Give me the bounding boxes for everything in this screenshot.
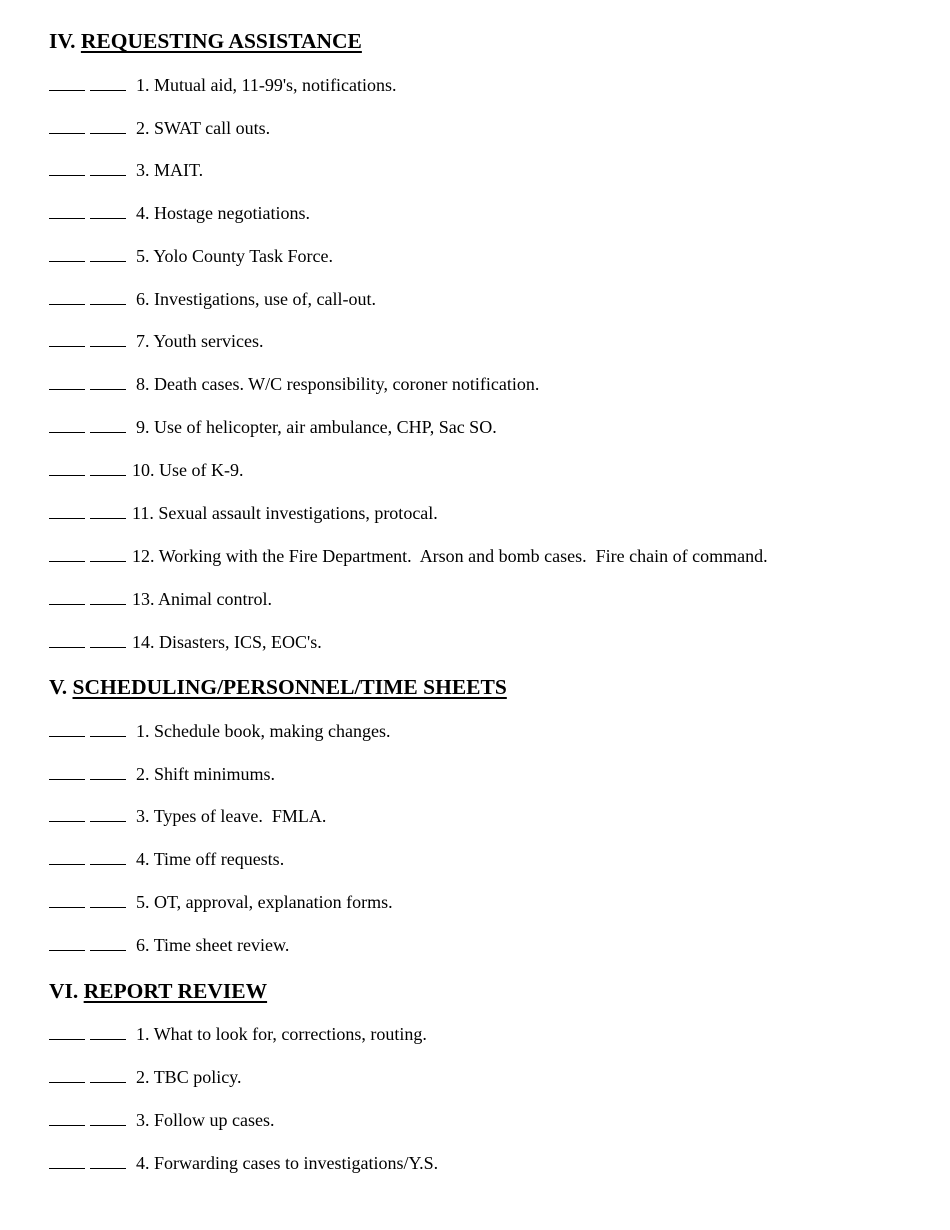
checklist-item xyxy=(49,375,539,393)
checkbox-blank[interactable] xyxy=(49,162,85,176)
checkbox-blank[interactable] xyxy=(49,808,85,822)
checklist-item xyxy=(49,504,438,522)
checklist-item xyxy=(49,547,768,565)
item-text: Animal control. xyxy=(158,589,272,609)
checklist-item xyxy=(49,850,284,868)
checkbox-blank[interactable] xyxy=(90,462,126,476)
checklist-item xyxy=(49,590,272,608)
item-text: Time sheet review. xyxy=(153,935,290,955)
checkbox-blank[interactable] xyxy=(49,1069,85,1083)
checkbox-blank[interactable] xyxy=(90,808,126,822)
section-title: REPORT REVIEW xyxy=(83,979,268,1003)
checkbox-blank[interactable] xyxy=(90,1069,126,1083)
checkbox-blank[interactable] xyxy=(49,851,85,865)
item-number: 5. xyxy=(136,246,150,266)
checkbox-blank[interactable] xyxy=(49,1155,85,1169)
item-text: Working with the Fire Department. Arson and bomb cases. Fire chain of command. xyxy=(158,546,768,566)
checklist-item xyxy=(49,161,203,179)
section-heading-v xyxy=(49,677,507,699)
item-number: 1. xyxy=(136,721,150,741)
checkbox-blank[interactable] xyxy=(49,634,85,648)
checkbox-blank[interactable] xyxy=(90,419,126,433)
checklist-item xyxy=(49,893,393,911)
item-text: Mutual aid, 11-99's, notifications. xyxy=(154,75,397,95)
item-text: Follow up cases. xyxy=(154,1110,275,1130)
item-number: 4. xyxy=(136,849,150,869)
checkbox-blank[interactable] xyxy=(49,1112,85,1126)
item-text: Youth services. xyxy=(153,331,264,351)
checklist-item xyxy=(49,418,497,436)
checkbox-blank[interactable] xyxy=(90,634,126,648)
item-number: 9. xyxy=(136,417,150,437)
item-number: 11. xyxy=(132,503,154,523)
item-number: 7. xyxy=(136,331,150,351)
checkbox-blank[interactable] xyxy=(49,248,85,262)
section-numeral: VI. xyxy=(49,979,79,1003)
checklist-item xyxy=(49,290,376,308)
item-number: 1. xyxy=(136,75,150,95)
section-heading-vi xyxy=(49,981,267,1003)
checklist-item xyxy=(49,247,333,265)
checklist-item xyxy=(49,936,289,954)
checkbox-blank[interactable] xyxy=(90,894,126,908)
item-text: TBC policy. xyxy=(153,1067,242,1087)
item-text: Time off requests. xyxy=(153,849,285,869)
checkbox-blank[interactable] xyxy=(90,162,126,176)
item-number: 2. xyxy=(136,1067,150,1087)
checkbox-blank[interactable] xyxy=(49,462,85,476)
item-number: 12. xyxy=(132,546,155,566)
checklist-item xyxy=(49,633,322,651)
checkbox-blank[interactable] xyxy=(90,248,126,262)
checklist-item xyxy=(49,76,397,94)
checklist-item xyxy=(49,1154,438,1172)
checklist-item xyxy=(49,807,326,825)
item-number: 10. xyxy=(132,460,155,480)
checkbox-blank[interactable] xyxy=(90,937,126,951)
checkbox-blank[interactable] xyxy=(49,77,85,91)
checkbox-blank[interactable] xyxy=(49,333,85,347)
item-number: 2. xyxy=(136,118,150,138)
item-number: 3. xyxy=(136,806,150,826)
checkbox-blank[interactable] xyxy=(49,291,85,305)
checklist-item xyxy=(49,204,310,222)
checkbox-blank[interactable] xyxy=(49,766,85,780)
checkbox-blank[interactable] xyxy=(49,937,85,951)
checkbox-blank[interactable] xyxy=(49,505,85,519)
checklist-item xyxy=(49,332,264,350)
checkbox-blank[interactable] xyxy=(90,205,126,219)
item-number: 4. xyxy=(136,1153,150,1173)
checklist-item xyxy=(49,461,243,479)
item-number: 1. xyxy=(136,1024,150,1044)
checkbox-blank[interactable] xyxy=(49,894,85,908)
checkbox-blank[interactable] xyxy=(49,591,85,605)
item-number: 5. xyxy=(136,892,150,912)
item-text: Investigations, use of, call-out. xyxy=(154,289,376,309)
checkbox-blank[interactable] xyxy=(90,591,126,605)
item-text: SWAT call outs. xyxy=(154,118,271,138)
item-number: 3. xyxy=(136,1110,150,1130)
checkbox-blank[interactable] xyxy=(90,1026,126,1040)
checkbox-blank[interactable] xyxy=(90,1112,126,1126)
checkbox-blank[interactable] xyxy=(90,851,126,865)
checkbox-blank[interactable] xyxy=(90,291,126,305)
section-numeral: V. xyxy=(49,675,68,699)
section-numeral: IV. xyxy=(49,29,76,53)
item-number: 6. xyxy=(136,935,150,955)
item-text: Types of leave. FMLA. xyxy=(153,806,327,826)
item-text: Death cases. W/C responsibility, coroner notification. xyxy=(154,374,540,394)
item-number: 8. xyxy=(136,374,150,394)
checkbox-blank[interactable] xyxy=(90,505,126,519)
checklist-item xyxy=(49,119,270,137)
checkbox-blank[interactable] xyxy=(90,548,126,562)
checkbox-blank[interactable] xyxy=(49,205,85,219)
checklist-item xyxy=(49,1068,242,1086)
checkbox-blank[interactable] xyxy=(49,1026,85,1040)
item-number: 13. xyxy=(132,589,155,609)
item-text: Use of helicopter, air ambulance, CHP, Sac SO. xyxy=(154,417,497,437)
checkbox-blank[interactable] xyxy=(90,333,126,347)
item-number: 3. xyxy=(136,160,150,180)
section-title: SCHEDULING/PERSONNEL/TIME SHEETS xyxy=(72,675,507,699)
checkbox-blank[interactable] xyxy=(90,77,126,91)
checkbox-blank[interactable] xyxy=(49,120,85,134)
section-heading-iv xyxy=(49,31,362,53)
item-number: 6. xyxy=(136,289,150,309)
checkbox-blank[interactable] xyxy=(90,723,126,737)
checkbox-blank[interactable] xyxy=(90,376,126,390)
checklist-item xyxy=(49,1025,427,1043)
item-text: Forwarding cases to investigations/Y.S. xyxy=(154,1153,439,1173)
item-text: Schedule book, making changes. xyxy=(154,721,391,741)
item-text: Yolo County Task Force. xyxy=(153,246,333,266)
checkbox-blank[interactable] xyxy=(90,1155,126,1169)
checkbox-blank[interactable] xyxy=(90,766,126,780)
item-number: 4. xyxy=(136,203,150,223)
checkbox-blank[interactable] xyxy=(49,723,85,737)
checkbox-blank[interactable] xyxy=(90,120,126,134)
checkbox-blank[interactable] xyxy=(49,548,85,562)
item-text: Disasters, ICS, EOC's. xyxy=(159,632,322,652)
item-text: MAIT. xyxy=(154,160,204,180)
item-text: What to look for, corrections, routing. xyxy=(153,1024,427,1044)
section-title: REQUESTING ASSISTANCE xyxy=(80,29,362,53)
checkbox-blank[interactable] xyxy=(49,376,85,390)
checkbox-blank[interactable] xyxy=(49,419,85,433)
item-text: Hostage negotiations. xyxy=(154,203,310,223)
item-text: Sexual assault investigations, protocal. xyxy=(158,503,438,523)
item-number: 2. xyxy=(136,764,150,784)
item-number: 14. xyxy=(132,632,155,652)
item-text: Shift minimums. xyxy=(154,764,276,784)
item-text: Use of K-9. xyxy=(159,460,244,480)
checklist-item xyxy=(49,722,390,740)
checklist-item xyxy=(49,765,275,783)
checklist-item xyxy=(49,1111,275,1129)
item-text: OT, approval, explanation forms. xyxy=(154,892,393,912)
